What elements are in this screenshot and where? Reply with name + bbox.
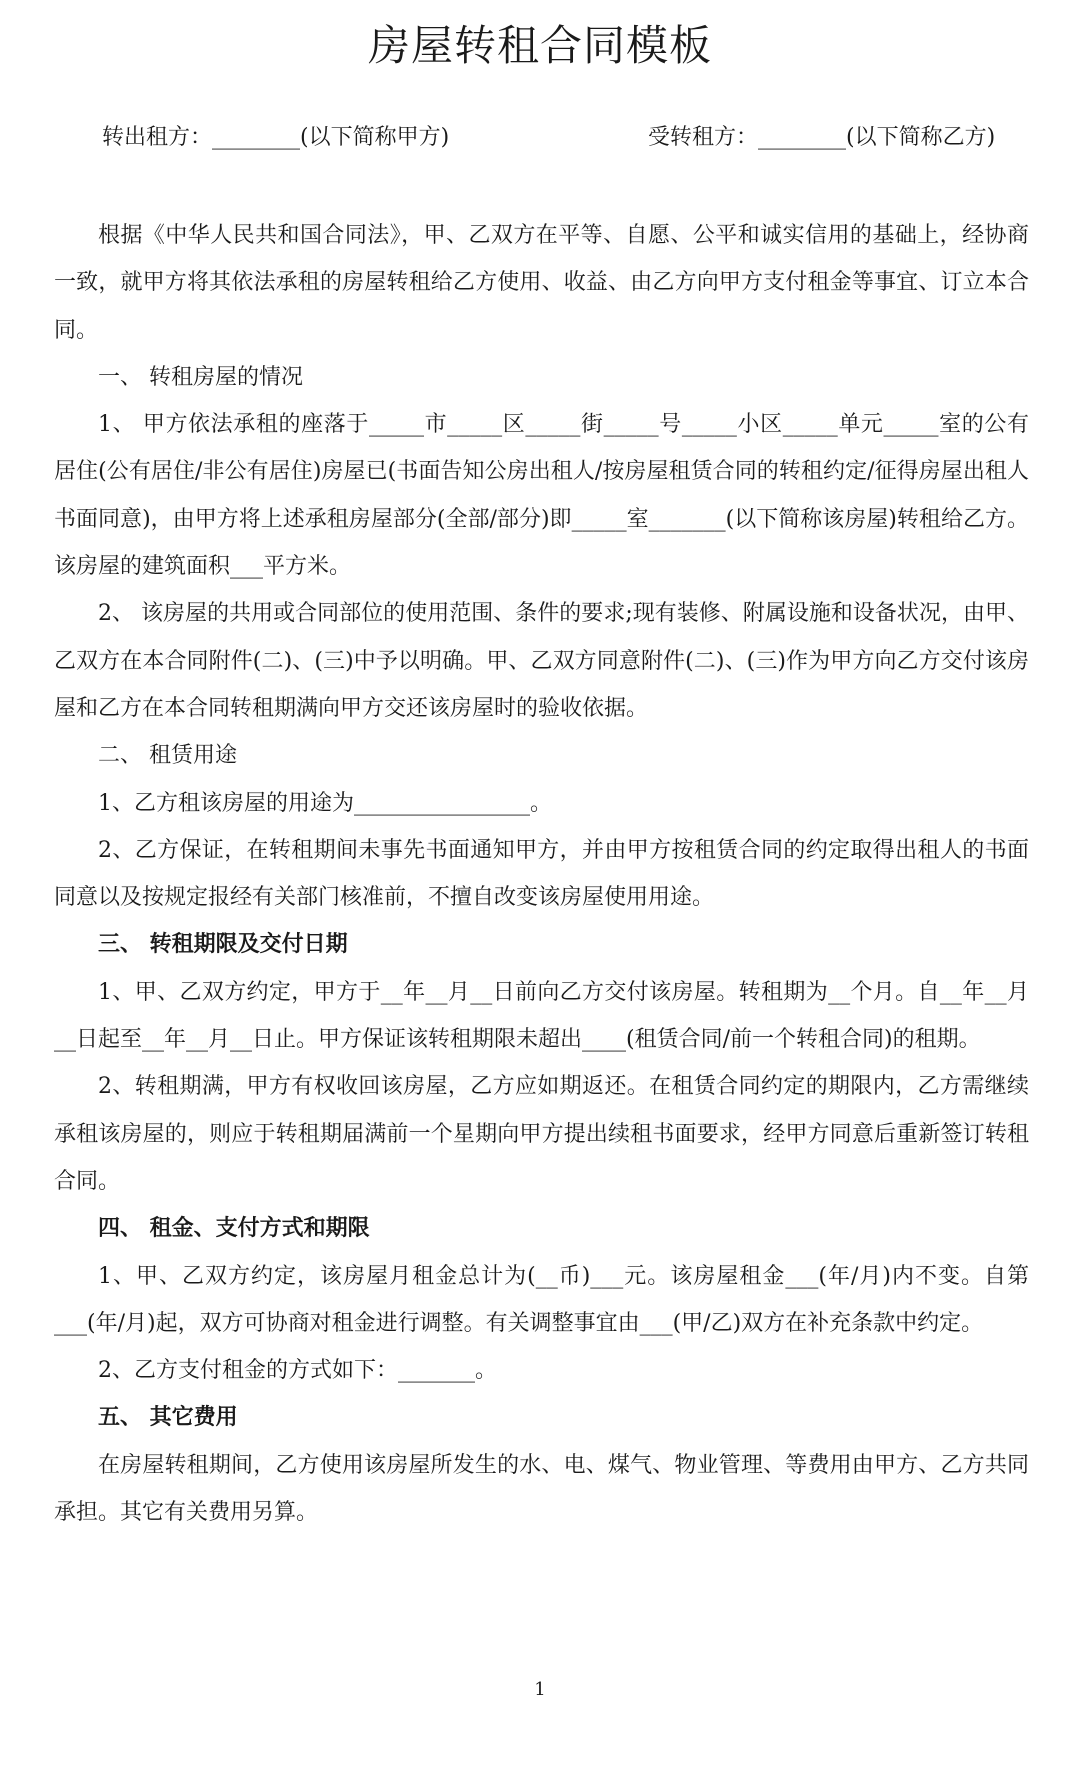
clause-3-1: 1、甲、乙双方约定，甲方于__年__月__日前向乙方交付该房屋。转租期为__个月。自__年__月__日起至__年__月__日止。甲方保证该转租期限未超出____(租赁合同/前一个转租合同)的租期。 xyxy=(54,979,1029,1053)
preamble-paragraph: 根据《中华人民共和国合同法》，甲、乙双方在平等、自愿、公平和诚实信用的基础上，经协商一致，就甲方将其依法承租的房屋转租给乙方使用、收益、由乙方向甲方支付租金等事宜、订立本合同。 xyxy=(54,223,1029,343)
section-heading-3: 三、 转租期限及交付日期 xyxy=(98,931,348,958)
contract-body xyxy=(54,212,1029,1536)
clause-3-2: 2、转租期满，甲方有权收回该房屋，乙方应如期返还。在租赁合同约定的期限内，乙方需继续承租该房屋的，则应于转租期届满前一个星期向甲方提出续租书面要求，经甲方同意后重新签订转租合同。 xyxy=(54,1074,1029,1194)
document-title: 房屋转租合同模板 xyxy=(367,21,712,70)
clause-2-1: 1、乙方租该房屋的用途为________________。 xyxy=(98,790,552,816)
sublessee-field: 受转租方：________(以下简称乙方) xyxy=(648,125,996,150)
clause-4-2: 2、乙方支付租金的方式如下：_______。 xyxy=(98,1358,497,1384)
section-heading-5: 五、 其它费用 xyxy=(98,1404,238,1431)
section-heading-2: 二、 租赁用途 xyxy=(98,743,237,769)
clause-2-2: 2、乙方保证，在转租期间未事先书面通知甲方，并由甲方按租赁合同的约定取得出租人的书面同意以及按规定报经有关部门核准前，不擅自改变该房屋使用用途。 xyxy=(54,837,1029,911)
sublessor-field: 转出租方：________(以下简称甲方) xyxy=(102,125,450,150)
section-heading-4: 四、 租金、支付方式和期限 xyxy=(98,1215,370,1242)
clause-1-2: 2、 该房屋的共用或合同部位的使用范围、条件的要求;现有装修、附属设施和设备状况，由甲、乙双方在本合同附件(二)、(三)中予以明确。甲、乙双方同意附件(二)、(三)作为甲方向乙方交付该房屋和乙方在本合同转租期满向甲方交还该房屋时的验收依据。 xyxy=(54,601,1029,721)
section-heading-1: 一、 转租房屋的情况 xyxy=(98,364,303,390)
clause-4-1: 1、甲、乙双方约定，该房屋月租金总计为(__币)___元。该房屋租金___(年/月)内不变。自第___(年/月)起，双方可协商对租金进行调整。有关调整事宜由___(甲/乙)双方在补充条款中约定。 xyxy=(54,1263,1029,1336)
clause-1-1: 1、 甲方依法承租的座落于_____市_____区_____街_____号_____小区_____单元_____室的公有居住(公有居住/非公有居住)房屋已(书面告知公房出租人/按房屋租赁合同的转租约定/征得房屋出租人书面同意)，由甲方将上述承租房屋部分(全部/部分)即_____室_______(以下简称该房屋)转租给乙方。该房屋的建筑面积___平方米。 xyxy=(54,412,1029,580)
clause-5-1: 在房屋转租期间，乙方使用该房屋所发生的水、电、煤气、物业管理、等费用由甲方、乙方共同承担。其它有关费用另算。 xyxy=(54,1452,1029,1526)
parties-line xyxy=(0,121,1080,155)
page-number: 1 xyxy=(534,1679,546,1700)
